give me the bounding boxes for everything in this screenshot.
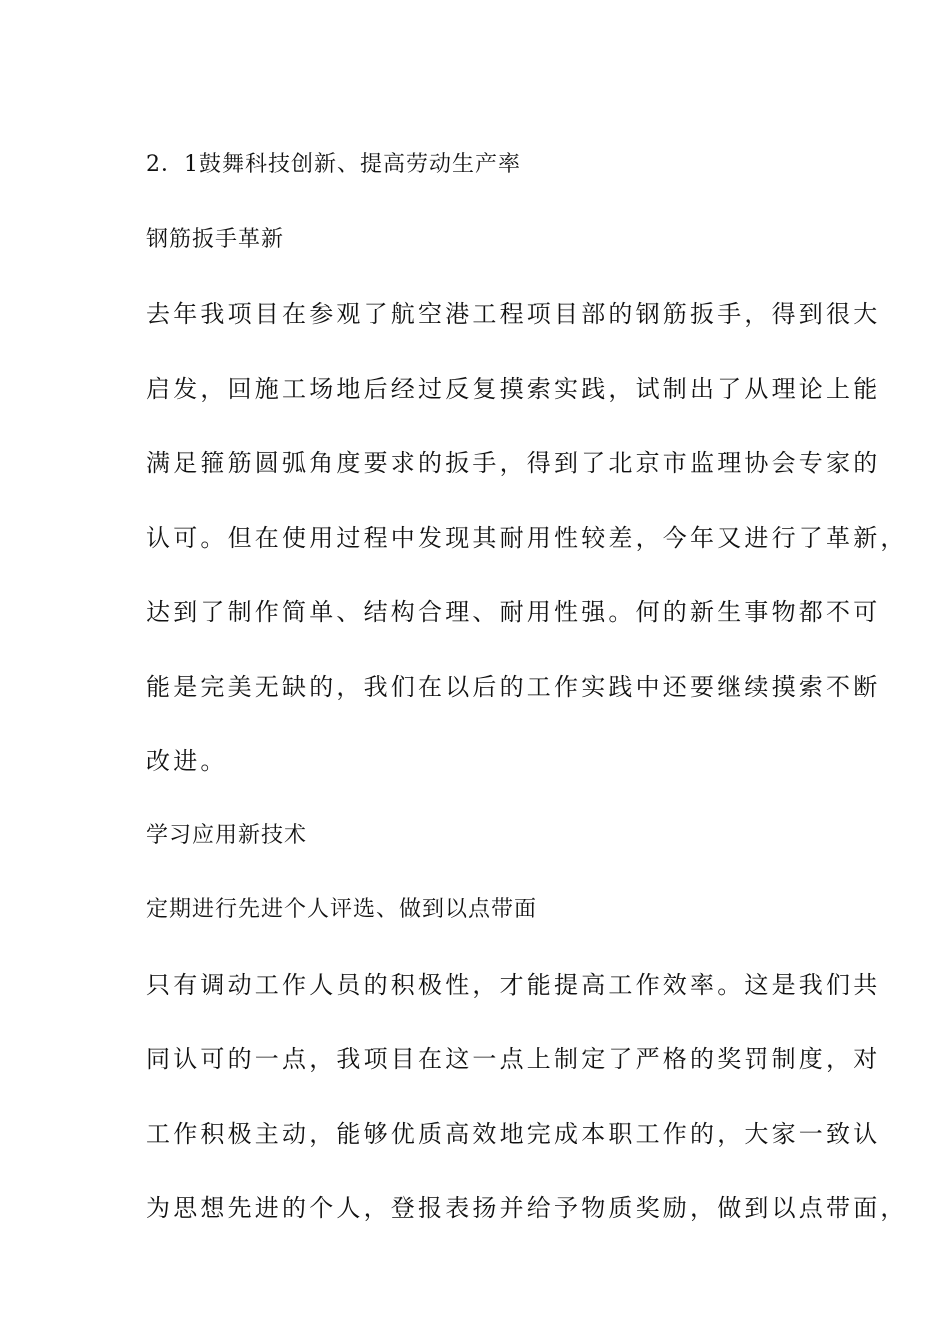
paragraph-line: 满足箍筋圆弧角度要求的扳手，得到了北京市监理协会专家的 — [146, 449, 881, 477]
subsection-heading: 定期进行先进个人评选、做到以点带面 — [146, 897, 538, 922]
section-heading: 2．1鼓舞科技创新、提高劳动生产率 — [146, 152, 521, 177]
document-body — [146, 128, 908, 1246]
subsection-heading: 学习应用新技术 — [146, 822, 308, 848]
paragraph-line: 达到了制作简单、结构合理、耐用性强。何的新生事物都不可 — [146, 598, 881, 626]
paragraph-line: 改进。 — [146, 747, 228, 775]
paragraph-line: 启发，回施工场地后经过反复摸索实践，试制出了从理论上能 — [146, 374, 881, 403]
subsection-heading: 钢筋扳手革新 — [146, 226, 285, 252]
paragraph-line: 只有调动工作人员的积极性，才能提高工作效率。这是我们共 — [146, 970, 881, 999]
paragraph-line: 为思想先进的个人，登报表扬并给予物质奖励，做到以点带面， — [146, 1194, 908, 1222]
paragraph-line: 认可。但在使用过程中发现其耐用性较差，今年又进行了革新， — [146, 523, 908, 552]
paragraph-line: 去年我项目在参观了航空港工程项目部的钢筋扳手，得到很大 — [146, 300, 881, 328]
paragraph-line: 能是完美无缺的，我们在以后的工作实践中还要继续摸索不断 — [146, 672, 881, 701]
paragraph-line: 工作积极主动，能够优质高效地完成本职工作的，大家一致认 — [146, 1119, 881, 1148]
paragraph-line: 同认可的一点，我项目在这一点上制定了严格的奖罚制度，对 — [146, 1045, 881, 1073]
